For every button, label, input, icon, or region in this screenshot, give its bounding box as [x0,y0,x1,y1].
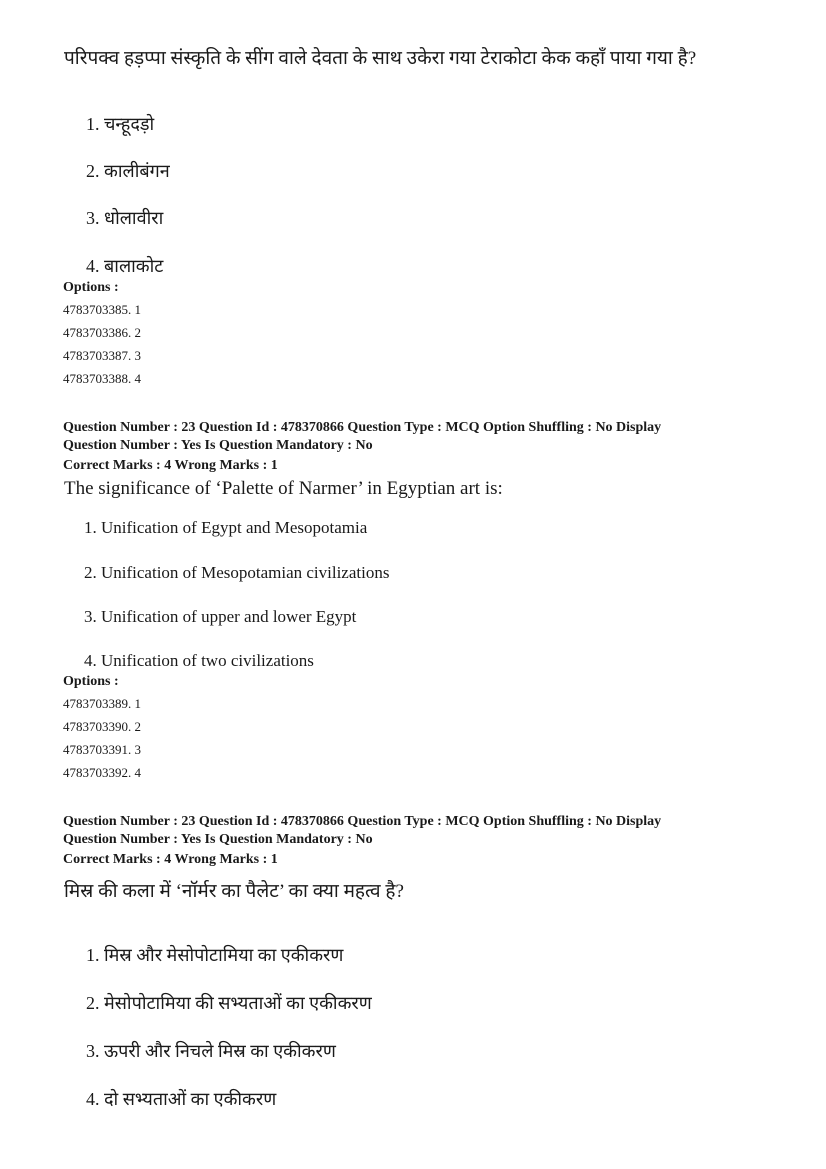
question-meta: Question Number : Yes Is Question Mandatory : No [63,832,373,847]
question-text-hindi: परिपक्व हड़प्पा संस्कृति के सींग वाले देवता के साथ उकेरा गया टेराकोटा केक कहाँ पाया गया है? [64,48,697,69]
option-id: 4783703389. 1 [63,696,141,711]
question-option: 3. Unification of upper and lower Egypt [84,607,357,626]
question-meta: Question Number : 23 Question Id : 478370866 Question Type : MCQ Option Shuffling : No Display [63,814,662,829]
question-option: 4. बालाकोट [86,256,164,276]
question-option: 4. Unification of two civilizations [84,651,314,670]
option-id: 4783703391. 3 [63,742,141,757]
options-label: Options : [63,280,119,295]
question-option: 1. मिस्र और मेसोपोटामिया का एकीकरण [86,945,344,965]
question-option: 3. ऊपरी और निचले मिस्र का एकीकरण [86,1041,336,1061]
question-option: 3. धोलावीरा [86,208,164,228]
marks-info: Correct Marks : 4 Wrong Marks : 1 [63,458,278,473]
question-option: 1. चन्हूदड़ो [86,114,155,134]
option-id: 4783703385. 1 [63,302,141,317]
question-option: 2. मेसोपोटामिया की सभ्यताओं का एकीकरण [86,993,372,1013]
option-id: 4783703392. 4 [63,765,141,780]
marks-info: Correct Marks : 4 Wrong Marks : 1 [63,852,278,867]
question-option: 2. कालीबंगन [86,161,170,181]
question-meta: Question Number : 23 Question Id : 478370866 Question Type : MCQ Option Shuffling : No Display [63,420,662,435]
option-id: 4783703387. 3 [63,348,141,363]
question-option: 1. Unification of Egypt and Mesopotamia [84,518,368,537]
options-label: Options : [63,674,119,689]
question-text-hindi: मिस्र की कला में ‘नॉर्मर का पैलेट’ का क्या महत्व है? [64,881,404,902]
question-option: 2. Unification of Mesopotamian civilizations [84,563,390,582]
question-meta: Question Number : Yes Is Question Mandatory : No [63,438,373,453]
option-id: 4783703390. 2 [63,719,141,734]
question-option: 4. दो सभ्यताओं का एकीकरण [86,1089,277,1109]
option-id: 4783703388. 4 [63,371,141,386]
question-text: The significance of ‘Palette of Narmer’ in Egyptian art is: [64,478,503,499]
option-id: 4783703386. 2 [63,325,141,340]
